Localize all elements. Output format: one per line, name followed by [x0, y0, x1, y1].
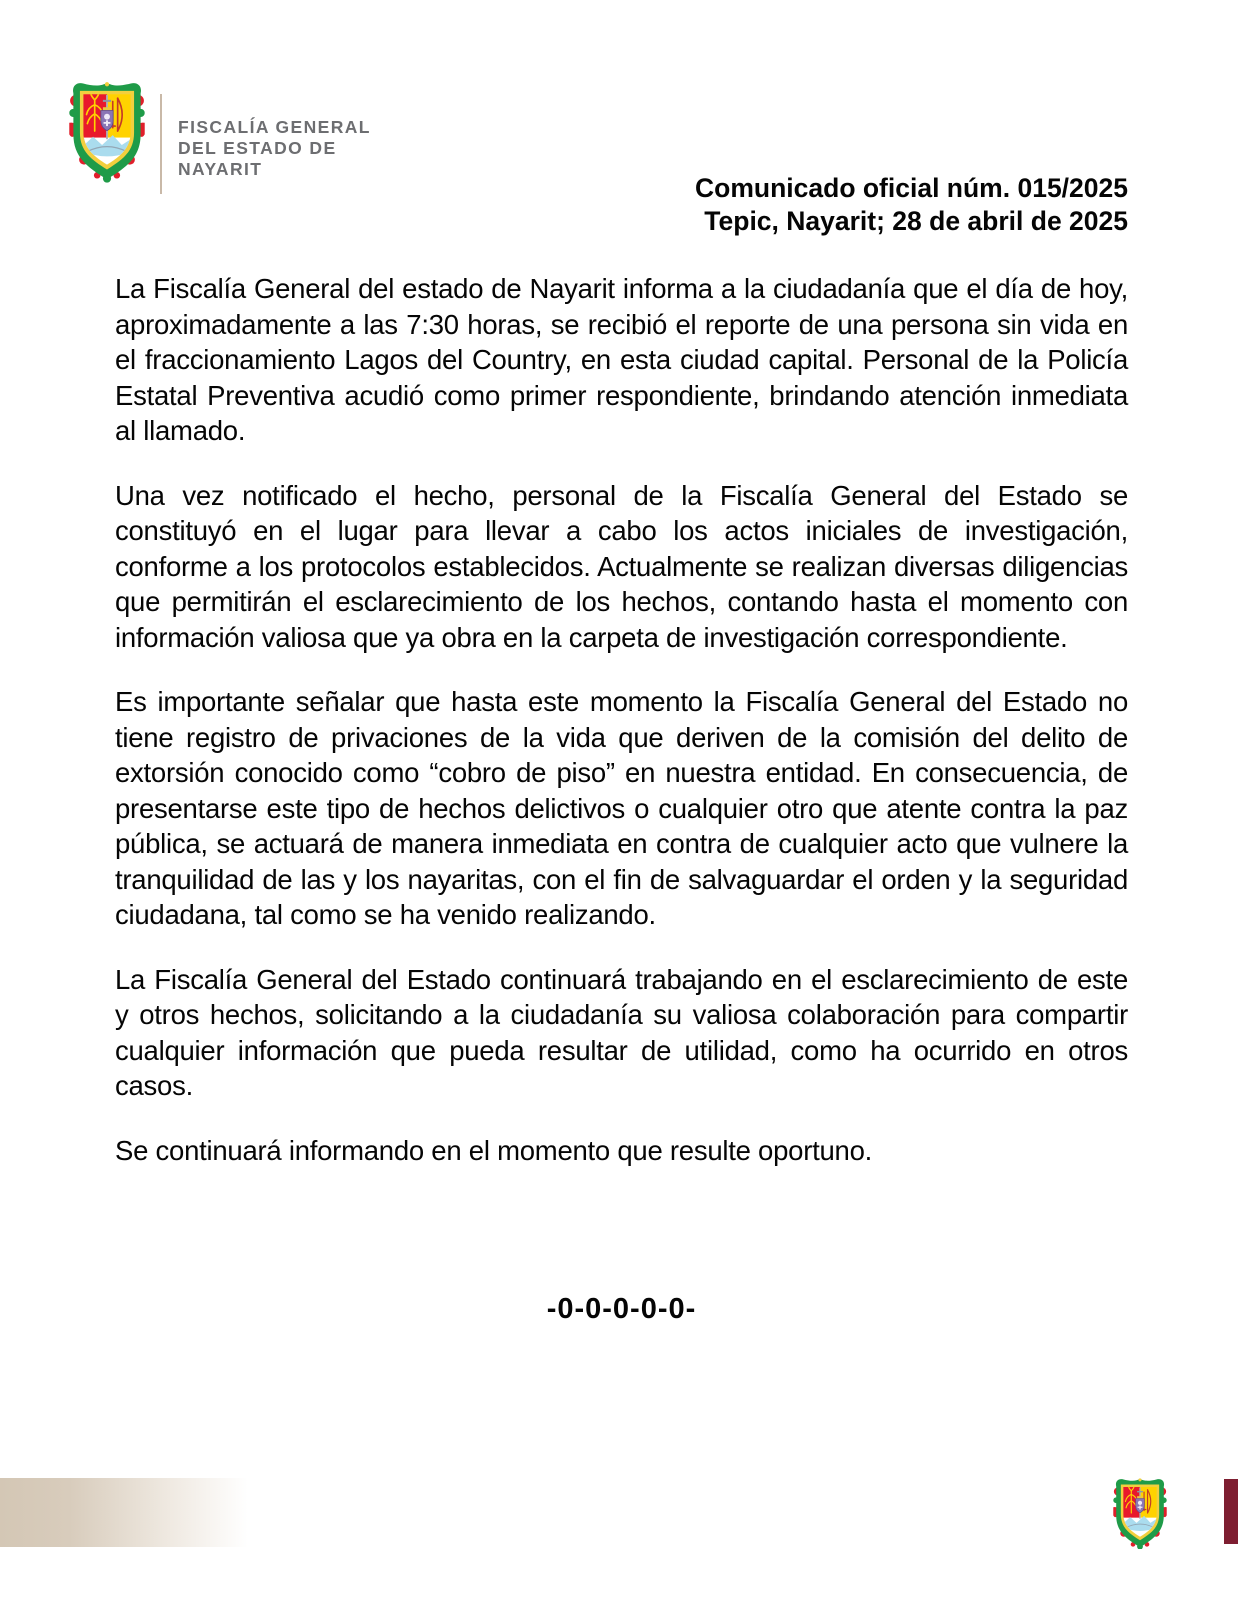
paragraph-5: Se continuará informando en el momento que resulte oportuno. [115, 1134, 873, 1166]
paragraph-4: La Fiscalía General del Estado continuará trabajando en el esclarecimiento de este y otros hechos, solicitando a la ciudadanía su valiosa colaboración para compartir cualquier información que pueda resultar de utilidad, como ha ocurrido en otros casos. [115, 963, 1128, 1101]
nayarit-coat-of-arms-icon [66, 78, 148, 184]
org-name [178, 117, 371, 180]
org-name-line-1: FISCALÍA GENERAL [178, 117, 371, 137]
paragraph-3: Es importante señalar que hasta este momento la Fiscalía General del Estado no tiene registro de privaciones de la vida que deriven de la comisión del delito de extorsión conocido como “cobro de piso” en nuestra entidad. En consecuencia, de presentarse este tipo de hechos delictivos o cualquier otro que atente contra la paz pública, se actuará de manera inmediata en contra de cualquier acto que vulnere la tranquilidad de las y los nayaritas, con el fin de salvaguardar el orden y la seguridad ciudadana, tal como se ha venido realizando. [115, 686, 1128, 930]
comunicado-dateline: Tepic, Nayarit; 28 de abril de 2025 [704, 205, 1128, 236]
footer-accent-bar [1224, 1479, 1238, 1544]
comunicado-title [695, 172, 1128, 237]
comunicado-number: Comunicado oficial núm. 015/2025 [695, 173, 1128, 203]
body-text [115, 271, 1128, 1197]
paragraph-1: La Fiscalía General del estado de Nayarit informa a la ciudadanía que el día de hoy, aproximadamente a las 7:30 horas, se recibió el reporte de una persona sin vida en el fraccionamiento Lagos del Country, en esta ciudad capital. Personal de la Policía Estatal Preventiva acudió como primer respondiente, brindando atención inmediata al llamado. [115, 273, 1128, 446]
paragraph-2: Una vez notificado el hecho, personal de la Fiscalía General del Estado se constituyó en el lugar para llevar a cabo los actos iniciales de investigación, conforme a los protocolos establecidos. Actualmente se realizan diversas diligencias que permitirán el esclarecimiento de los hechos, contando hasta el momento con información valiosa que ya obra en la carpeta de investigación correspondiente. [115, 479, 1128, 653]
closing-mark: -0-0-0-0-0- [546, 1293, 697, 1325]
org-name-line-3: NAYARIT [178, 159, 263, 179]
nayarit-coat-of-arms-footer-icon [1108, 1477, 1172, 1549]
footer-gradient-bar [0, 1478, 248, 1547]
header-divider [160, 94, 162, 194]
org-name-line-2: DEL ESTADO DE [178, 138, 337, 158]
